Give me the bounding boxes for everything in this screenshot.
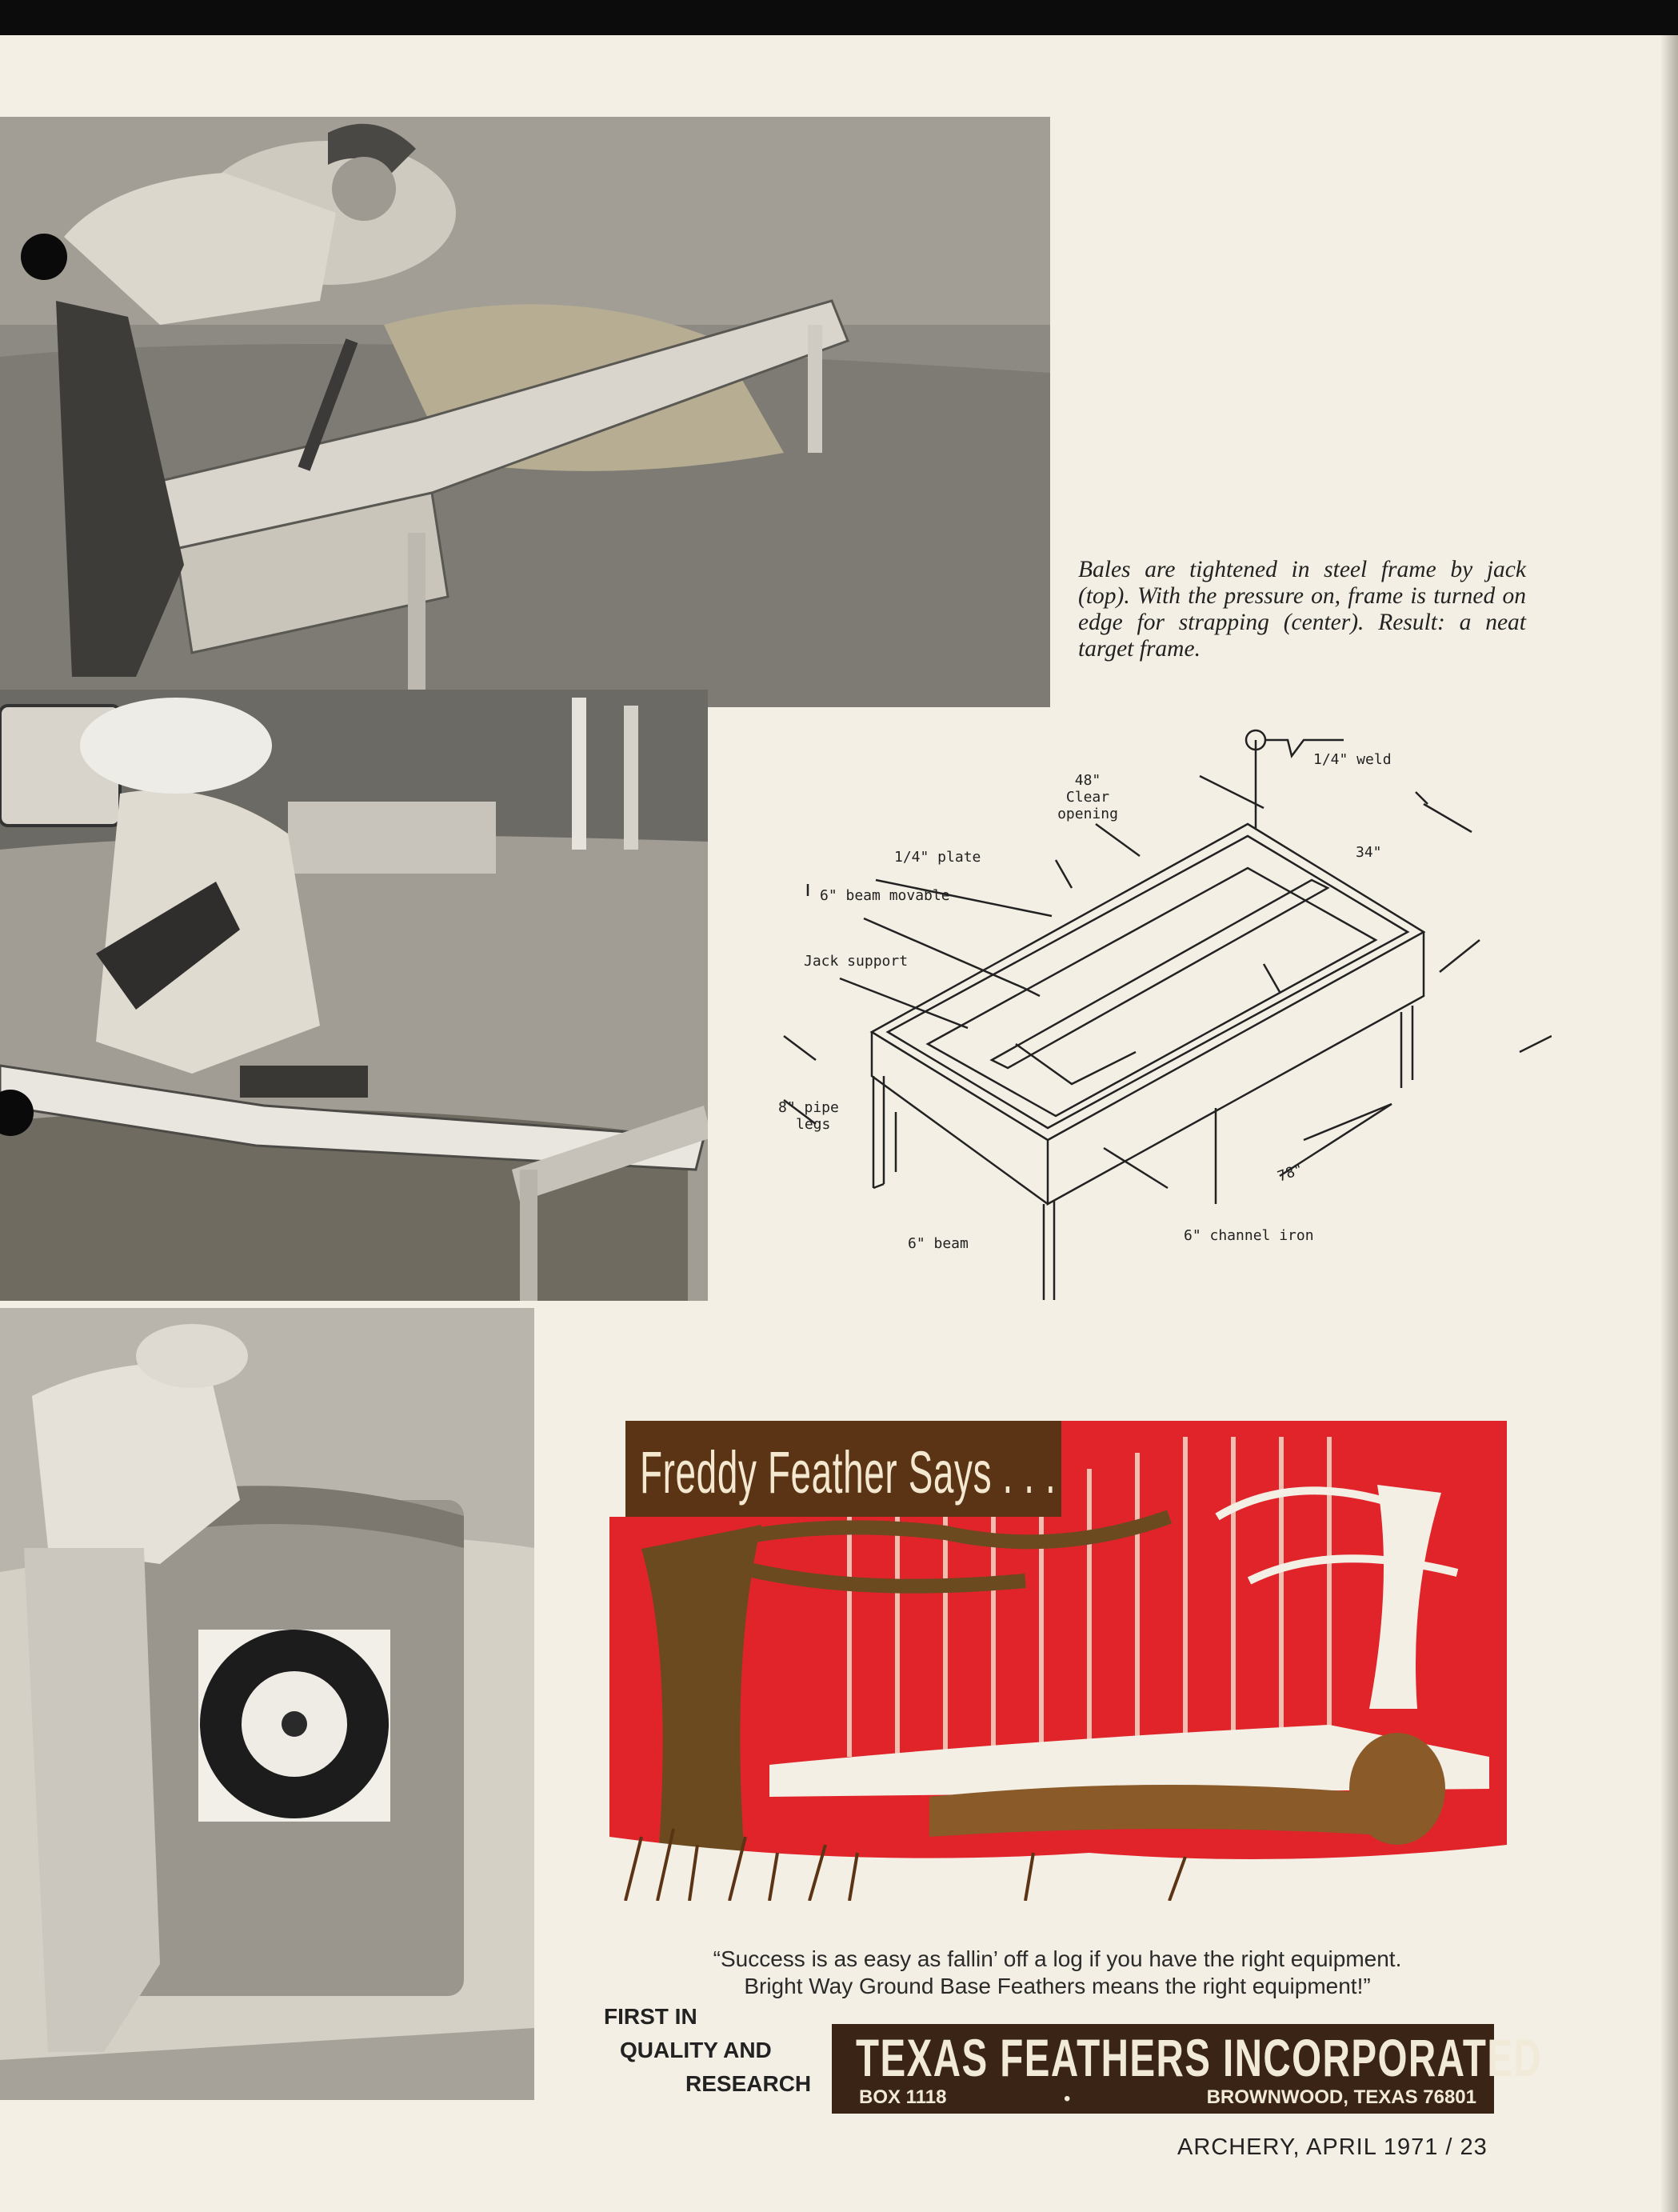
- tagline-line-1: FIRST IN: [604, 2004, 697, 2029]
- label-clear: Clear: [1065, 789, 1110, 806]
- scan-top-border: [0, 0, 1678, 35]
- photo-strapping-frame: [0, 690, 708, 1301]
- company-name: TEXAS FEATHERS INCORPORATED: [856, 2028, 1543, 2087]
- label-jack-support: Jack support: [804, 953, 909, 970]
- label-weld: 1/4" weld: [1313, 751, 1392, 768]
- photo-target-bale: [0, 1308, 534, 2100]
- punch-hole-top: [21, 234, 67, 280]
- ad-quote-line-1: “Success is as easy as fallin’ off a log if you have the right equipment.: [713, 1946, 1402, 1971]
- label-pipe: 8" pipe: [778, 1099, 839, 1116]
- label-plate: 1/4" plate: [894, 849, 981, 866]
- label-width-48: 48": [1074, 772, 1101, 789]
- photo-jack-frame: [0, 117, 1050, 707]
- label-legs: legs: [796, 1116, 831, 1133]
- company-separator: •: [1064, 2088, 1071, 2110]
- ad-banner-text: Freddy Feather Says . . .: [640, 1439, 1057, 1506]
- page-footer: ARCHERY, APRIL 1971 / 23: [1177, 2134, 1488, 2160]
- company-city: BROWNWOOD, TEXAS 76801: [1206, 2086, 1476, 2108]
- freddy-feather-ad: [609, 1421, 1507, 1941]
- frame-diagram: [752, 724, 1552, 1316]
- label-depth-34: 34": [1356, 844, 1382, 861]
- label-beam-movable: 6" beam movable: [820, 887, 950, 904]
- page-edge-shadow: [1660, 35, 1678, 2212]
- label-beam: 6" beam: [908, 1235, 969, 1252]
- label-channel-iron: 6" channel iron: [1184, 1227, 1314, 1244]
- tagline-line-3: RESEARCH: [685, 2071, 812, 2096]
- ad-banner: [625, 1421, 1061, 1517]
- ad-quote-line-2: Bright Way Ground Base Feathers means the right equipment!”: [744, 1974, 1371, 1998]
- ad-tagline: [596, 2000, 820, 2101]
- photo-caption: Bales are tightened in steel frame by jack (top). With the pressure on, frame is turned on edge for strapping (center). Result: a neat target frame.: [1078, 557, 1526, 662]
- label-opening: opening: [1057, 806, 1118, 822]
- company-logo-block: [832, 2024, 1543, 2114]
- ad-quote: [601, 1946, 1513, 2000]
- label-length-78: 78": [1275, 1160, 1306, 1186]
- tagline-line-2: QUALITY AND: [620, 2038, 772, 2062]
- company-box: BOX 1118: [859, 2086, 947, 2108]
